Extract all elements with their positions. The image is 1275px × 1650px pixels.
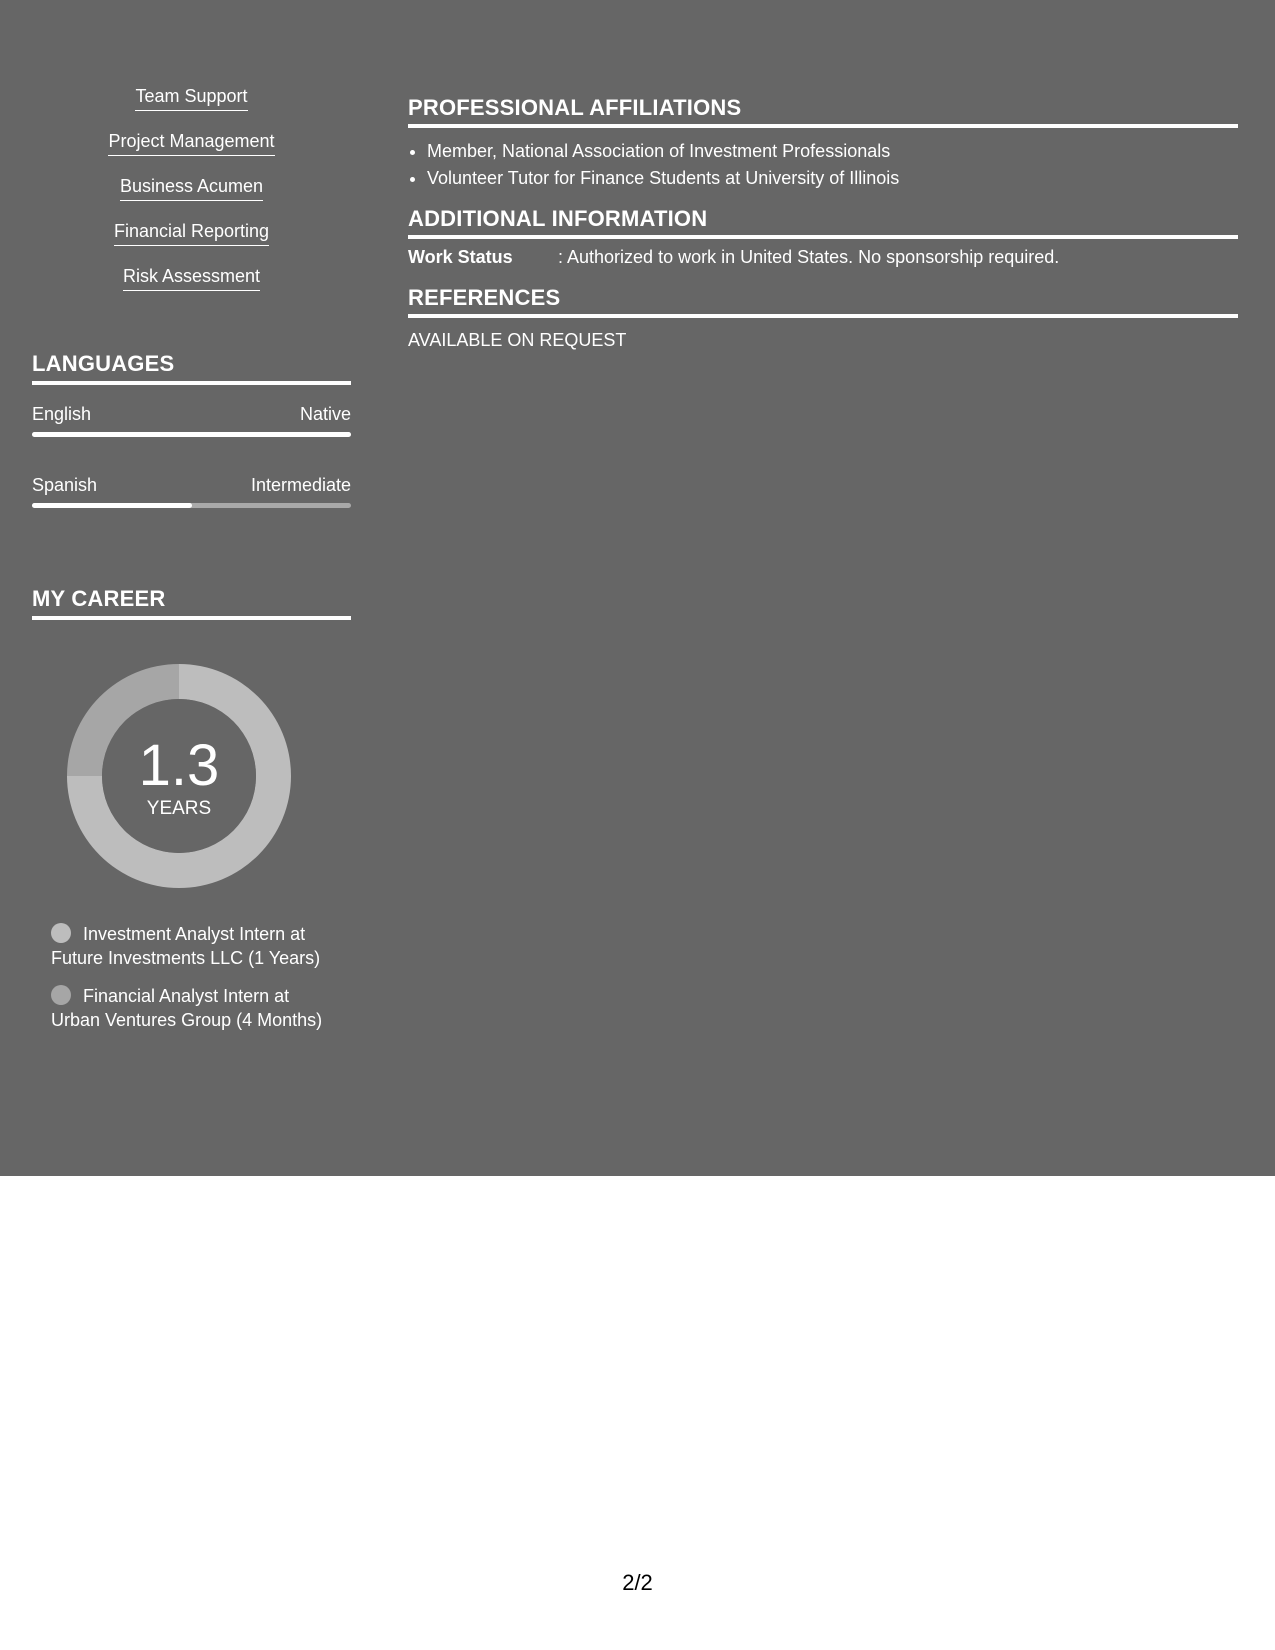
language-proficiency-bar xyxy=(32,432,351,437)
skill-item xyxy=(32,84,351,129)
career-legend-label: Financial Analyst Intern at Urban Ventures Group (4 Months) xyxy=(51,986,323,1030)
additional-info-heading: ADDITIONAL INFORMATION xyxy=(408,206,1238,239)
language-proficiency-fill xyxy=(32,432,351,437)
skill-item xyxy=(32,129,351,174)
career-donut-chart xyxy=(67,664,291,888)
skill-label: Project Management xyxy=(108,129,274,156)
work-status-label: Work Status xyxy=(408,247,513,267)
work-status-row xyxy=(408,245,1238,269)
affiliation-item: • Member, National Association of Investment Professionals xyxy=(427,138,1238,165)
career-legend xyxy=(51,922,331,1032)
language-level: Intermediate xyxy=(250,475,351,495)
language-proficiency-fill xyxy=(32,503,192,508)
skills-list xyxy=(32,84,351,309)
languages-heading: LANGUAGES xyxy=(32,351,351,385)
affiliations-heading: PROFESSIONAL AFFILIATIONS xyxy=(408,95,1238,128)
references-heading: REFERENCES xyxy=(408,285,1238,318)
skill-label: Risk Assessment xyxy=(123,264,260,291)
language-level: Native xyxy=(299,404,351,424)
right-column xyxy=(408,95,1238,352)
legend-dot-icon xyxy=(51,923,71,943)
page-number: 2/2 xyxy=(622,1570,653,1595)
skill-item xyxy=(32,174,351,219)
references-text: AVAILABLE ON REQUEST xyxy=(408,330,627,350)
career-total-value: 1.3 xyxy=(138,733,220,798)
language-spanish xyxy=(32,473,351,508)
language-english xyxy=(32,402,351,437)
left-column xyxy=(32,84,351,1046)
legend-dot-icon xyxy=(51,985,71,1005)
career-legend-item xyxy=(51,922,331,970)
language-name: Spanish xyxy=(32,475,98,495)
career-total-unit: YEARS xyxy=(146,798,212,819)
career-legend-label: Investment Analyst Intern at Future Investments LLC (1 Years) xyxy=(51,924,321,968)
skill-label: Team Support xyxy=(135,84,247,111)
affiliation-item: • Volunteer Tutor for Finance Students at University of Illinois xyxy=(427,165,1238,192)
skill-item xyxy=(32,264,351,309)
language-proficiency-bar xyxy=(32,503,351,508)
career-heading: MY CAREER xyxy=(32,586,351,620)
skill-item xyxy=(32,219,351,264)
affiliations-list xyxy=(408,138,1238,192)
skill-label: Business Acumen xyxy=(120,174,263,201)
skill-label: Financial Reporting xyxy=(114,219,269,246)
work-status-value: : Authorized to work in United States. No sponsorship required. xyxy=(558,247,1060,267)
language-name: English xyxy=(32,404,92,424)
career-legend-item xyxy=(51,984,331,1032)
